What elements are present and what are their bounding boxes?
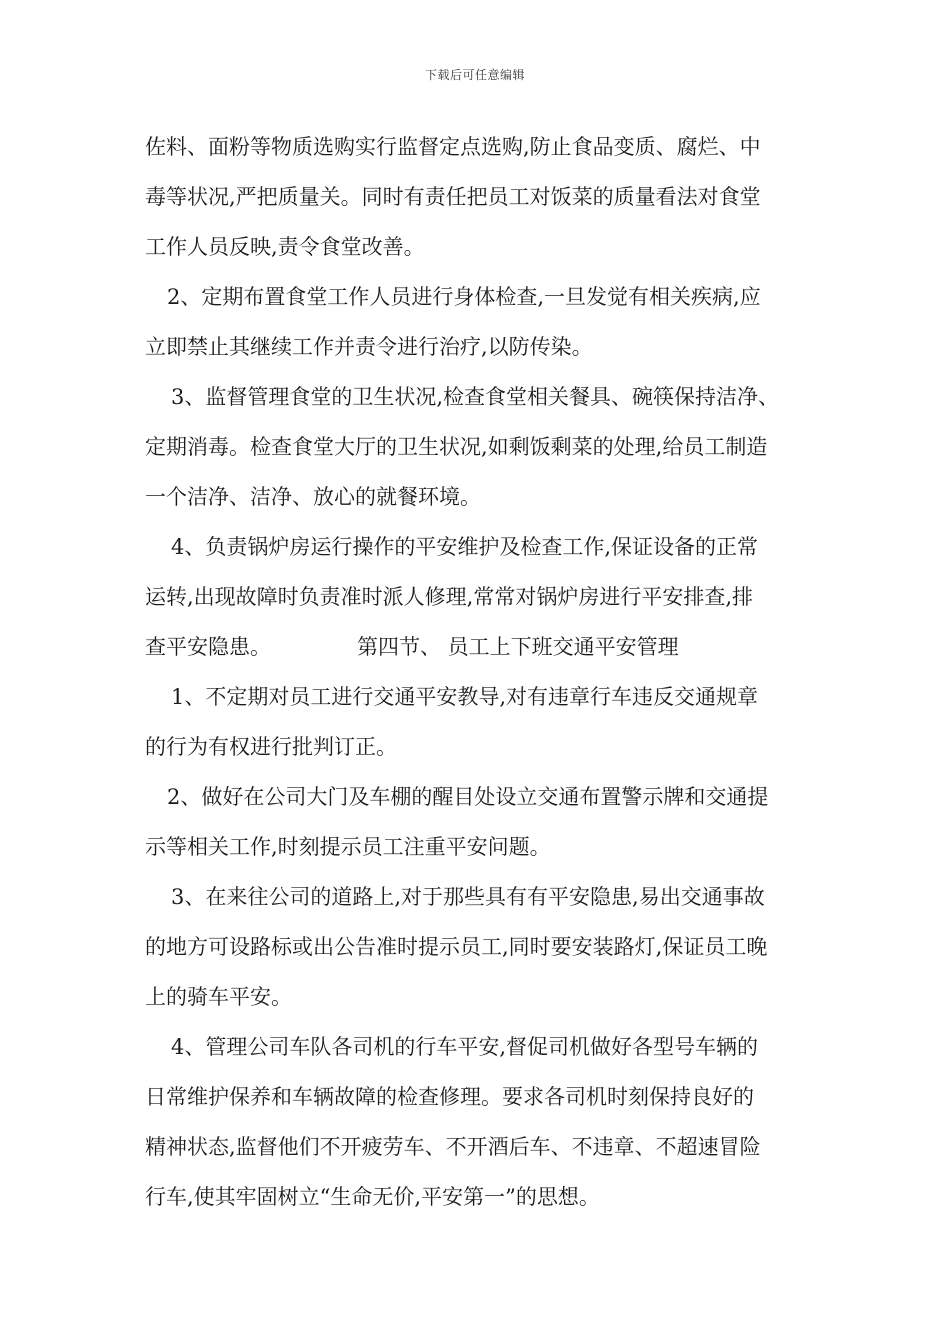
text-line: 2、做好在公司大门及车棚的醒目处设立交通布置警示牌和交通提 — [167, 785, 769, 809]
text-line: 日常维护保养和车辆故障的检查修理。要求各司机时刻保持良好的 — [145, 1085, 754, 1109]
text-line: 定期消毒。检查食堂大厅的卫生状况,如剩饭剩菜的处理,给员工制造 — [145, 435, 768, 459]
text-line: 2、定期布置食堂工作人员进行身体检查,一旦发觉有相关疾病,应 — [167, 285, 761, 309]
page-header: 下载后可任意编辑 — [424, 68, 525, 82]
text-line-with-heading — [145, 622, 817, 672]
text-line: 行车,使其牢固树立“生命无价,平安第一”的思想。 — [145, 1185, 600, 1209]
text-line: 示等相关工作,时刻提示员工注重平安问题。 — [145, 835, 551, 859]
text-line: 运转,出现故障时负责准时派人修理,常常对锅炉房进行平安排查,排 — [145, 585, 754, 609]
text-line: 一个洁净、洁净、放心的就餐环境。 — [145, 485, 481, 509]
text-line: 的地方可设路标或出公告准时提示员工,同时要安装路灯,保证员工晚 — [145, 935, 768, 959]
text-line: 1、不定期对员工进行交通平安教导,对有违章行车违反交通规章 — [171, 685, 759, 709]
text-line: 立即禁止其继续工作并责令进行治疗,以防传染。 — [145, 335, 593, 359]
text-line: 佐料、面粉等物质选购实行监督定点选购,防止食品变质、腐烂、中 — [145, 135, 761, 159]
text-line: 3、在来往公司的道路上,对于那些具有有平安隐患,易出交通事故 — [171, 885, 765, 909]
text-line: 工作人员反映,责令食堂改善。 — [145, 235, 425, 259]
section-heading: 第四节、 员工上下班交通平安管理 — [357, 635, 679, 659]
text-line: 精神状态,监督他们不开疲劳车、不开酒后车、不违章、不超速冒险 — [145, 1135, 761, 1159]
text-line: 3、监督管理食堂的卫生状况,检查食堂相关餐具、碗筷保持洁净、 — [171, 385, 780, 409]
text-line: 4、管理公司车队各司机的行车平安,督促司机做好各型号车辆的 — [171, 1035, 759, 1059]
text-line: 上的骑车平安。 — [145, 985, 292, 1009]
text-line: 毒等状况,严把质量关。同时有责任把员工对饭菜的质量看法对食堂 — [145, 185, 761, 209]
text-segment: 查平安隐患。 — [145, 635, 271, 659]
document-body — [145, 122, 817, 1222]
text-line: 的行为有权进行批判订正。 — [145, 735, 397, 759]
text-line: 4、负责锅炉房运行操作的平安维护及检查工作,保证设备的正常 — [171, 535, 759, 559]
